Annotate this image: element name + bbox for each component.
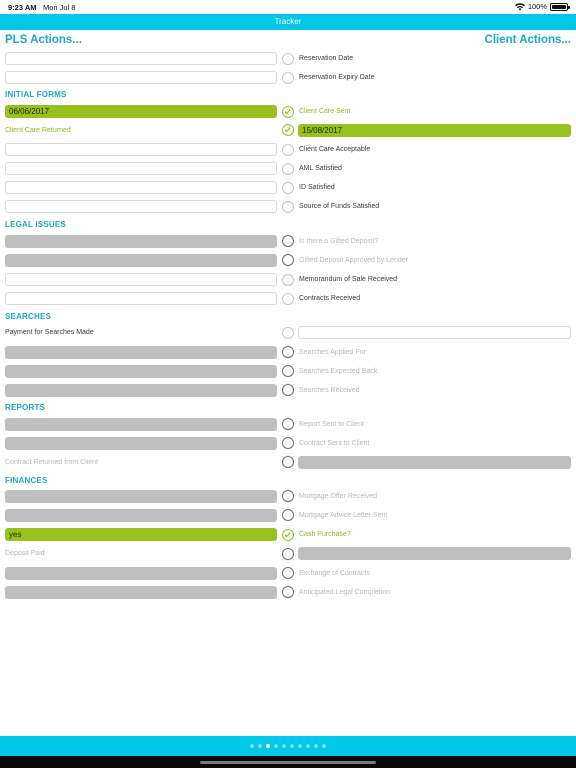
report-sent-check[interactable] xyxy=(282,418,294,430)
cash-purchase-check[interactable] xyxy=(282,529,294,541)
exchange-label: Exchange of Contracts xyxy=(299,570,370,577)
client-care-acceptable-label: Client Care Acceptable xyxy=(299,146,371,153)
page-dot[interactable] xyxy=(290,744,294,748)
status-time: 9:23 AM xyxy=(8,3,37,12)
source-of-funds-field[interactable] xyxy=(5,200,277,213)
gifted-deposit-approved-field xyxy=(5,254,277,267)
cash-purchase-field[interactable]: yes xyxy=(5,528,277,541)
checkmark-icon xyxy=(284,108,291,115)
page-dot[interactable] xyxy=(306,744,310,748)
client-care-sent-field[interactable]: 06/06/2017 xyxy=(5,105,277,118)
mortgage-advice-label: Mortgage Advice Letter Sent xyxy=(299,512,388,519)
memorandum-check[interactable] xyxy=(282,274,294,286)
anticipated-completion-label: Anticipated Legal Completion xyxy=(299,589,391,596)
contract-sent-check[interactable] xyxy=(282,437,294,449)
id-satisfied-check[interactable] xyxy=(282,182,294,194)
battery-percent: 100% xyxy=(527,2,547,11)
id-satisfied-field[interactable] xyxy=(5,181,277,194)
anticipated-completion-field xyxy=(5,586,277,599)
memorandum-label: Memorandum of Sale Received xyxy=(299,276,398,283)
aml-satisfied-check[interactable] xyxy=(282,163,294,175)
gifted-deposit-check[interactable] xyxy=(282,235,294,247)
gifted-deposit-field xyxy=(5,235,277,248)
deposit-paid-field xyxy=(298,547,571,560)
status-bar xyxy=(0,0,576,14)
contract-returned-label: Contract Returned from Client xyxy=(5,459,98,466)
mortgage-advice-field xyxy=(5,509,277,522)
deposit-paid-check[interactable] xyxy=(282,548,294,560)
reservation-date-pls-field[interactable] xyxy=(5,52,277,65)
section-finances: FINANCES xyxy=(5,476,48,485)
page-dot[interactable] xyxy=(274,744,278,748)
reservation-expiry-pls-field[interactable] xyxy=(5,71,277,84)
gifted-deposit-label: Is there a Gifted Deposit? xyxy=(299,238,379,245)
searches-expected-check[interactable] xyxy=(282,365,294,377)
source-of-funds-check[interactable] xyxy=(282,201,294,213)
contracts-received-field[interactable] xyxy=(5,292,277,305)
reservation-date-check[interactable] xyxy=(282,53,294,65)
mortgage-offer-field xyxy=(5,490,277,503)
section-legal-issues: LEGAL ISSUES xyxy=(5,220,66,229)
home-indicator[interactable] xyxy=(200,761,376,764)
client-care-returned-label: Client Care Returned xyxy=(5,127,71,134)
contract-sent-field xyxy=(5,437,277,450)
client-care-returned-field[interactable]: 15/08/2017 xyxy=(298,124,571,137)
bottom-bar xyxy=(0,736,576,756)
client-care-acceptable-check[interactable] xyxy=(282,144,294,156)
payment-for-searches-label: Payment for Searches Made xyxy=(5,329,94,336)
contract-returned-check[interactable] xyxy=(282,456,294,468)
client-care-returned-check[interactable] xyxy=(282,124,294,136)
source-of-funds-label: Source of Funds Satisfied xyxy=(299,203,380,210)
pls-actions-title: PLS Actions... xyxy=(5,34,82,46)
status-date: Mon Jul 8 xyxy=(43,3,76,12)
searches-applied-label: Searches Applied For xyxy=(299,349,366,356)
exchange-field xyxy=(5,567,277,580)
checkmark-icon xyxy=(284,531,291,538)
page-title: Tracker xyxy=(274,17,302,26)
mortgage-offer-label: Mortgage Offer Received xyxy=(299,493,378,500)
cash-purchase-label: Cash Purchase? xyxy=(299,531,351,538)
aml-satisfied-label: AML Satisfied xyxy=(299,165,342,172)
contract-returned-field xyxy=(298,456,571,469)
anticipated-completion-check[interactable] xyxy=(282,586,294,598)
reservation-expiry-label: Reservation Expiry Date xyxy=(299,74,375,81)
payment-for-searches-check[interactable] xyxy=(282,327,294,339)
contract-sent-label: Contract Sent to Client xyxy=(299,440,370,447)
searches-applied-field xyxy=(5,346,277,359)
searches-received-label: Searches Received xyxy=(299,387,360,394)
nav-bar xyxy=(0,14,576,30)
contracts-received-label: Contracts Received xyxy=(299,295,361,302)
page-indicator[interactable] xyxy=(0,744,576,748)
section-reports: REPORTS xyxy=(5,403,46,412)
mortgage-offer-check[interactable] xyxy=(282,490,294,502)
wifi-icon xyxy=(515,3,525,11)
gifted-deposit-approved-check[interactable] xyxy=(282,254,294,266)
searches-applied-check[interactable] xyxy=(282,346,294,358)
report-sent-field xyxy=(5,418,277,431)
client-care-acceptable-field[interactable] xyxy=(5,143,277,156)
status-right xyxy=(515,2,568,11)
page-dot[interactable] xyxy=(298,744,302,748)
section-searches: SEARCHES xyxy=(5,312,52,321)
home-area xyxy=(0,756,576,768)
reservation-expiry-check[interactable] xyxy=(282,72,294,84)
payment-for-searches-field[interactable] xyxy=(298,326,571,339)
page-dot[interactable] xyxy=(322,744,326,748)
exchange-check[interactable] xyxy=(282,567,294,579)
gifted-deposit-approved-label: Gifted Deposit Approved by Lender xyxy=(299,257,408,264)
memorandum-field[interactable] xyxy=(5,273,277,286)
searches-expected-field xyxy=(5,365,277,378)
section-initial-forms: INITIAL FORMS xyxy=(5,90,67,99)
searches-received-check[interactable] xyxy=(282,384,294,396)
page-dot[interactable] xyxy=(266,744,270,748)
report-sent-label: Report Sent to Client xyxy=(299,421,364,428)
searches-expected-label: Searches Expected Back xyxy=(299,368,378,375)
mortgage-advice-check[interactable] xyxy=(282,509,294,521)
reservation-date-label: Reservation Date xyxy=(299,55,354,62)
page-dot[interactable] xyxy=(258,744,262,748)
page-dot[interactable] xyxy=(250,744,254,748)
searches-received-field xyxy=(5,384,277,397)
page-dot[interactable] xyxy=(282,744,286,748)
client-care-sent-label: Client Care Sent xyxy=(299,108,351,115)
id-satisfied-label: ID Satisfied xyxy=(299,184,335,191)
page-dot[interactable] xyxy=(314,744,318,748)
aml-satisfied-field[interactable] xyxy=(5,162,277,175)
deposit-paid-label: Deposit Paid xyxy=(5,550,45,557)
client-care-sent-check[interactable] xyxy=(282,106,294,118)
contracts-received-check[interactable] xyxy=(282,293,294,305)
checkmark-icon xyxy=(284,126,291,133)
client-actions-title: Client Actions... xyxy=(484,34,571,46)
battery-icon xyxy=(550,3,568,11)
